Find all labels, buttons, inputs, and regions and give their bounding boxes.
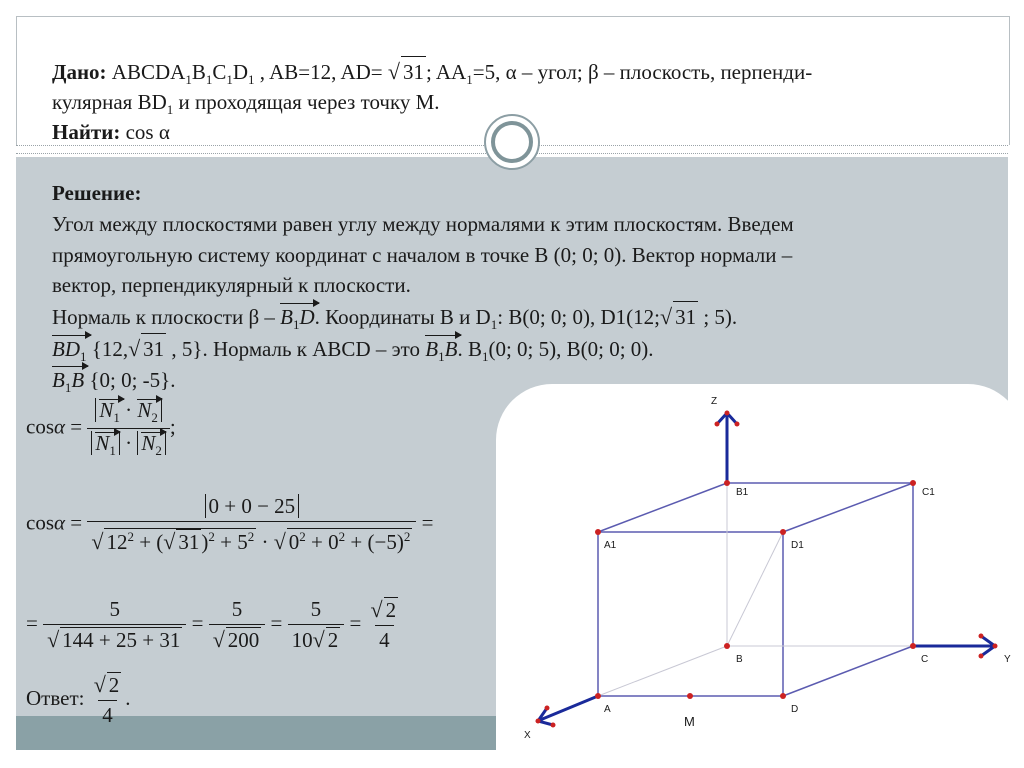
point-a [595,693,601,699]
point-c [910,643,916,649]
sub: 1 [109,443,116,459]
sub: 1 [490,317,498,333]
label-x: X [524,730,531,741]
text: . Координаты B и D [314,305,491,329]
point-b [724,643,730,649]
v: 2 [385,598,397,622]
point-y2 [979,654,984,659]
sqrt-value: 31 [401,56,426,87]
point-c1 [910,480,916,486]
point-x3 [536,719,541,724]
sup: 2 [208,529,215,544]
point-d1 [780,529,786,535]
sub: 2 [151,410,158,426]
find-label: Найти: [52,120,121,144]
sub: 1 [248,72,255,88]
sub: 1 [64,380,72,396]
vec-part: D [299,305,315,329]
edge-d-c [783,646,913,696]
denominator: 4 [375,625,394,653]
solution-p2: прямоугольную систему координат с началом в точке B (0; 0; 0). Вектор нормали – [52,243,793,267]
alpha: α [54,414,66,439]
n: N [99,398,114,422]
text: . B [457,337,482,361]
text: {12, [91,337,129,361]
sqrt-sign: √ [91,529,104,554]
v: 12 [106,530,128,554]
text: , 5}. Нормаль к ABCD – это [171,337,421,361]
sqrt-sign: √ [370,597,383,622]
label-c: C [921,654,929,665]
v: 2 [108,673,120,697]
eq: = [349,610,362,635]
eq: = [270,610,283,635]
given-text: , AB=12, AD= [254,60,383,84]
vec-part: B [444,337,458,361]
sup: 2 [299,529,306,544]
sqrt-sign: √ [387,59,400,84]
text: ; 5). [698,305,738,329]
sqrt-value: 31 [673,301,698,332]
sup: 2 [403,529,411,544]
cuboid-edges [598,483,913,696]
sup: 2 [338,529,346,544]
point-x2 [551,723,556,728]
sqrt-sign: √ [273,529,286,554]
numerator: 5 [109,597,120,621]
cos: cos [26,414,54,439]
point-z2 [735,422,740,427]
eq: = [70,414,83,439]
numerator: 5 [231,597,243,621]
v: + 0 [311,530,339,554]
sup: 2 [127,529,134,544]
edge-a-b [598,646,727,696]
sub: 1 [205,72,213,88]
text: (0; 0; 5), B(0; 0; 0). [488,337,654,361]
eq: = [70,510,83,535]
given-text: ; AA [425,60,467,84]
v: 2 [327,628,339,652]
vertex-labels [524,396,1011,741]
vec-part: BD [52,337,80,361]
label-y: Y [1004,654,1011,665]
vertex-points [536,411,998,728]
v: 200 [227,628,260,652]
sub: 1 [226,72,233,88]
v: 144 + 25 + 31 [62,628,181,652]
v: −5 [374,530,397,554]
sqrt-body: $0^2 + 0^2 + (-5)^2$ [288,529,411,554]
abs: 0 + 0 − 25 [205,494,300,518]
v: 31 [178,530,200,554]
label-d: D [791,704,799,715]
semicolon: ; [169,414,176,439]
label-d1: D1 [791,540,804,551]
text: {0; 0; -5}. [89,368,176,392]
sqrt-sign: √ [659,304,673,329]
v: + 5 [220,530,248,554]
answer-label: Ответ: [26,685,85,710]
sqrt-value: 31 [141,333,166,364]
given-text: ABCDA [111,60,186,84]
edge-d1-c1 [783,483,913,532]
point-m [687,693,693,699]
given-text: =5, α – угол; β – плоскость, перпенди- [472,60,813,84]
label-m: М [684,714,695,729]
sub: 1 [80,349,87,365]
sup: 2 [247,529,255,544]
sub: 1 [185,72,192,88]
text: Нормаль к плоскости β – [52,305,275,329]
label-a: A [604,704,611,715]
label-z: Z [711,396,718,407]
label-a1: A1 [604,540,617,551]
vec-part: B [280,305,293,329]
given-text: C [212,60,227,84]
sqrt-sign: √ [93,672,106,697]
given-text: D [232,60,249,84]
solution-heading: Решение: [52,181,142,205]
label-c1: C1 [922,487,935,498]
vec-part: B [425,337,439,361]
point-x1 [545,706,550,711]
n: N [141,431,156,456]
label-b: B [736,654,743,665]
vec-part: B [52,368,65,392]
solution-p3: вектор, перпендикулярный к плоскости. [52,273,411,297]
vec-part: B [71,368,85,392]
sub: 2 [155,443,162,459]
numerator: 5 [310,597,322,621]
denominator: 4 [98,700,117,728]
sub: 1 [466,72,473,88]
n: N [95,431,110,456]
sub: 1 [166,102,174,118]
solution-p1: Угол между плоскостями равен углу между нормалями к этим плоскостям. Введем [52,212,794,236]
alpha: α [54,510,66,535]
eq: = [191,610,204,635]
dot: · [261,530,269,554]
point-y1 [979,634,984,639]
point-z3 [725,411,730,416]
sqrt-sign: √ [163,529,176,554]
period: . [125,685,131,710]
eq: = [26,610,38,635]
axes [538,413,995,725]
point-a1 [595,529,601,535]
given-text: B [191,60,206,84]
dot: · [125,431,133,456]
text: : B(0; 0; 0), D1(12; [497,305,660,329]
v: 10 [291,628,313,652]
v: 0 [288,530,300,554]
sub: 1 [438,349,445,365]
point-z1 [715,422,720,427]
diagonal-b-d1 [727,532,783,646]
v: + [139,530,152,554]
sub: 1 [292,317,300,333]
sqrt-sign: √ [128,336,141,361]
cos: cos [26,510,54,535]
v: + [350,530,363,554]
dot: · [125,398,133,422]
given-text: кулярная BD [52,90,167,114]
sqrt-sign: √ [312,627,325,652]
sub: 1 [481,349,489,365]
sqrt-body: $12^2$ + (√ $31)^2 + 5^2$ [106,529,255,554]
given-text: и проходящая через точку М. [173,90,440,114]
sqrt-sign: √ [212,627,225,652]
sqrt-sign: √ [47,627,60,652]
point-y3 [993,644,998,649]
sub: 1 [113,410,120,426]
point-d [780,693,786,699]
point-b1 [724,480,730,486]
n: N [137,398,152,422]
edge-a1-b1 [598,483,727,532]
find-value: cos α [120,120,170,144]
label-b1: B1 [736,487,749,498]
given-label: Дано: [52,60,107,84]
eq: = [421,510,434,535]
